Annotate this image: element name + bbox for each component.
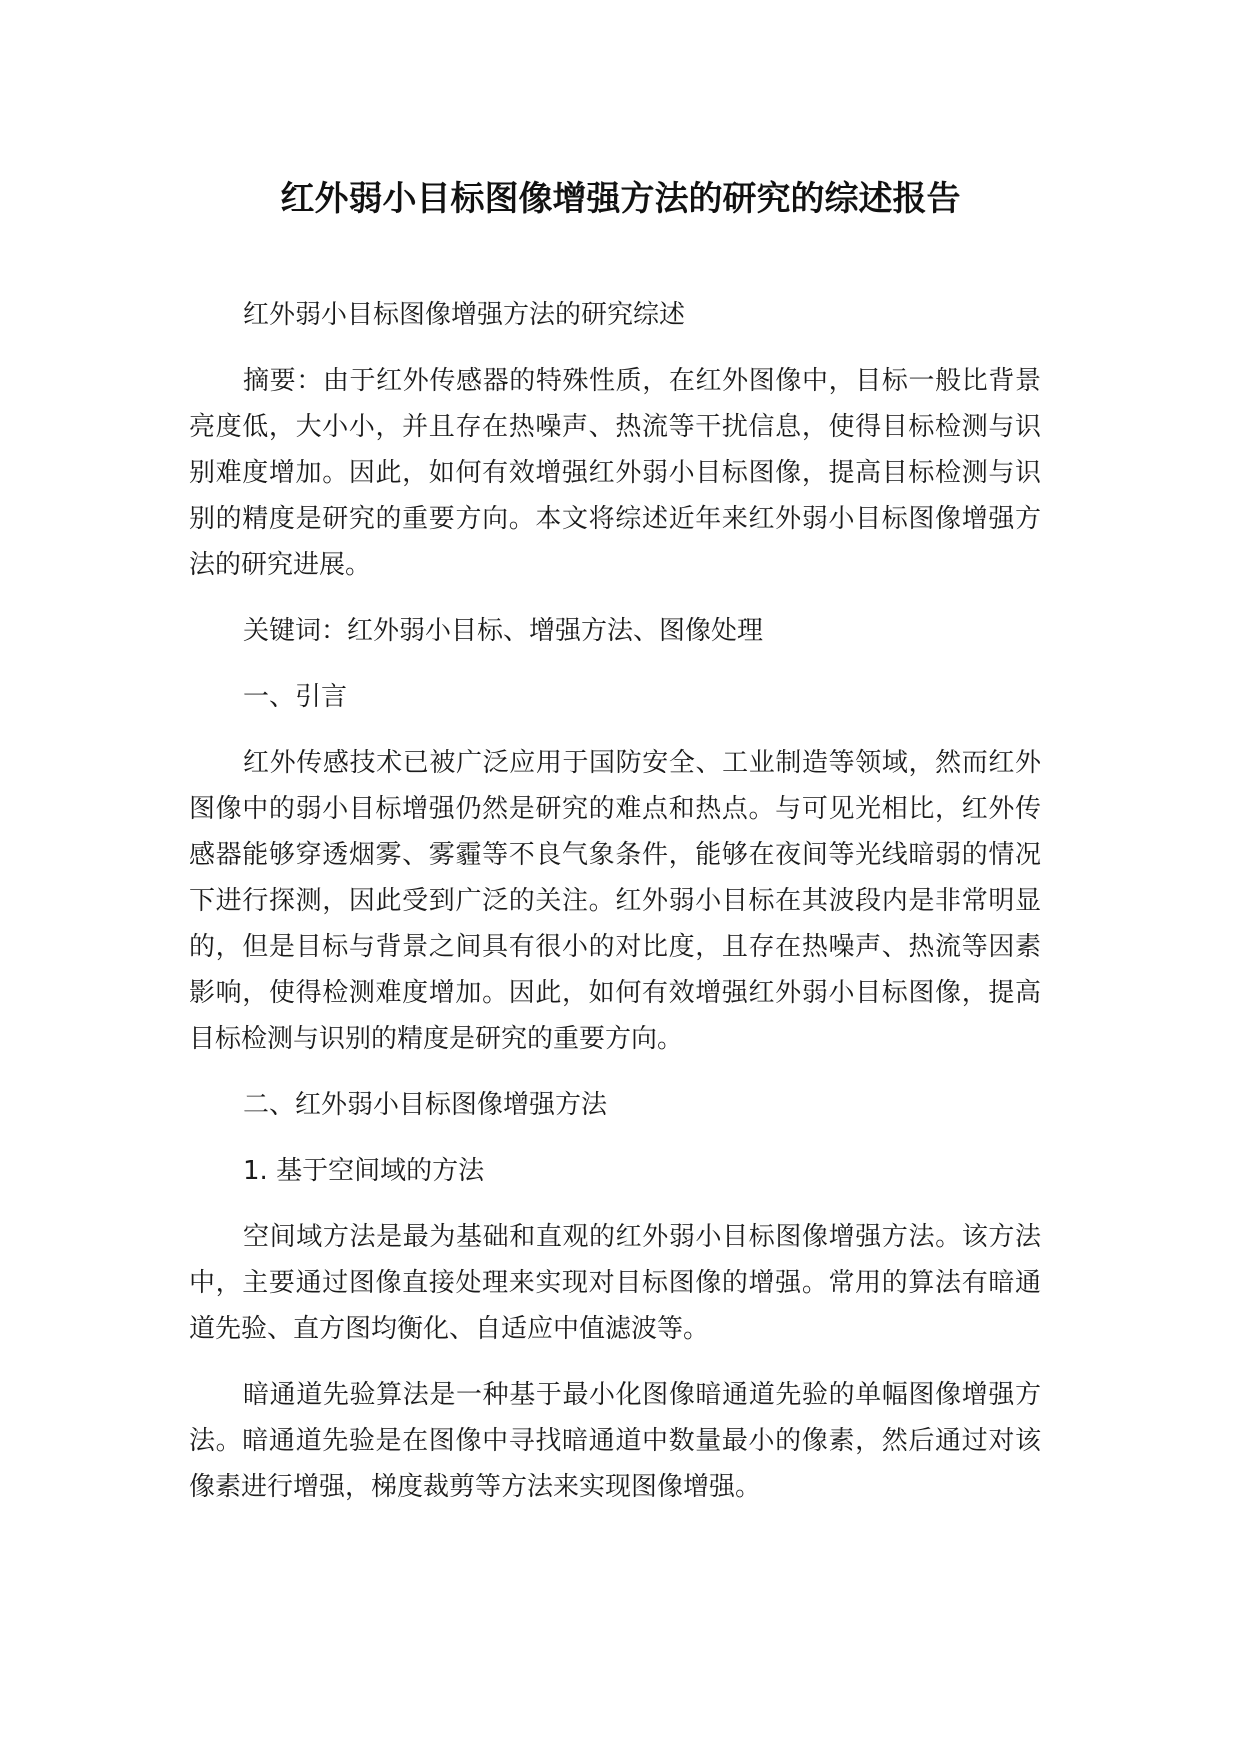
document-body xyxy=(189,292,1041,1530)
dark-channel-paragraph: 暗通道先验算法是一种基于最小化图像暗通道先验的单幅图像增强方法。暗通道先验是在图像中寻找暗通道中数量最小的像素，然后通过对该像素进行增强，梯度裁剪等方法来实现图像增强。 xyxy=(189,1380,1041,1502)
document-subtitle: 红外弱小目标图像增强方法的研究综述 xyxy=(243,300,686,330)
section-heading-methods: 二、红外弱小目标图像增强方法 xyxy=(243,1090,608,1120)
keywords-line: 关键词：红外弱小目标、增强方法、图像处理 xyxy=(243,616,764,646)
subsection-heading-spatial-domain: 1. 基于空间域的方法 xyxy=(243,1156,485,1186)
document-title: 红外弱小目标图像增强方法的研究的综述报告 xyxy=(280,179,961,219)
spatial-domain-paragraph: 空间域方法是最为基础和直观的红外弱小目标图像增强方法。该方法中，主要通过图像直接处理来实现对目标图像的增强。常用的算法有暗通道先验、直方图均衡化、自适应中值滤波等。 xyxy=(189,1222,1041,1344)
introduction-paragraph: 红外传感技术已被广泛应用于国防安全、工业制造等领域，然而红外图像中的弱小目标增强仍然是研究的难点和热点。与可见光相比，红外传感器能够穿透烟雾、雾霾等不良气象条件，能够在夜间等光线暗弱的情况下进行探测，因此受到广泛的关注。红外弱小目标在其波段内是非常明显的，但是目标与背景之间具有很小的对比度，且存在热噪声、热流等因素影响，使得检测难度增加。因此，如何有效增强红外弱小目标图像，提高目标检测与识别的精度是研究的重要方向。 xyxy=(189,748,1041,1054)
abstract-paragraph: 摘要：由于红外传感器的特殊性质，在红外图像中，目标一般比背景亮度低，大小小，并且存在热噪声、热流等干扰信息，使得目标检测与识别难度增加。因此，如何有效增强红外弱小目标图像，提高目标检测与识别的精度是研究的重要方向。本文将综述近年来红外弱小目标图像增强方法的研究进展。 xyxy=(189,366,1041,580)
section-heading-introduction: 一、引言 xyxy=(243,682,348,712)
